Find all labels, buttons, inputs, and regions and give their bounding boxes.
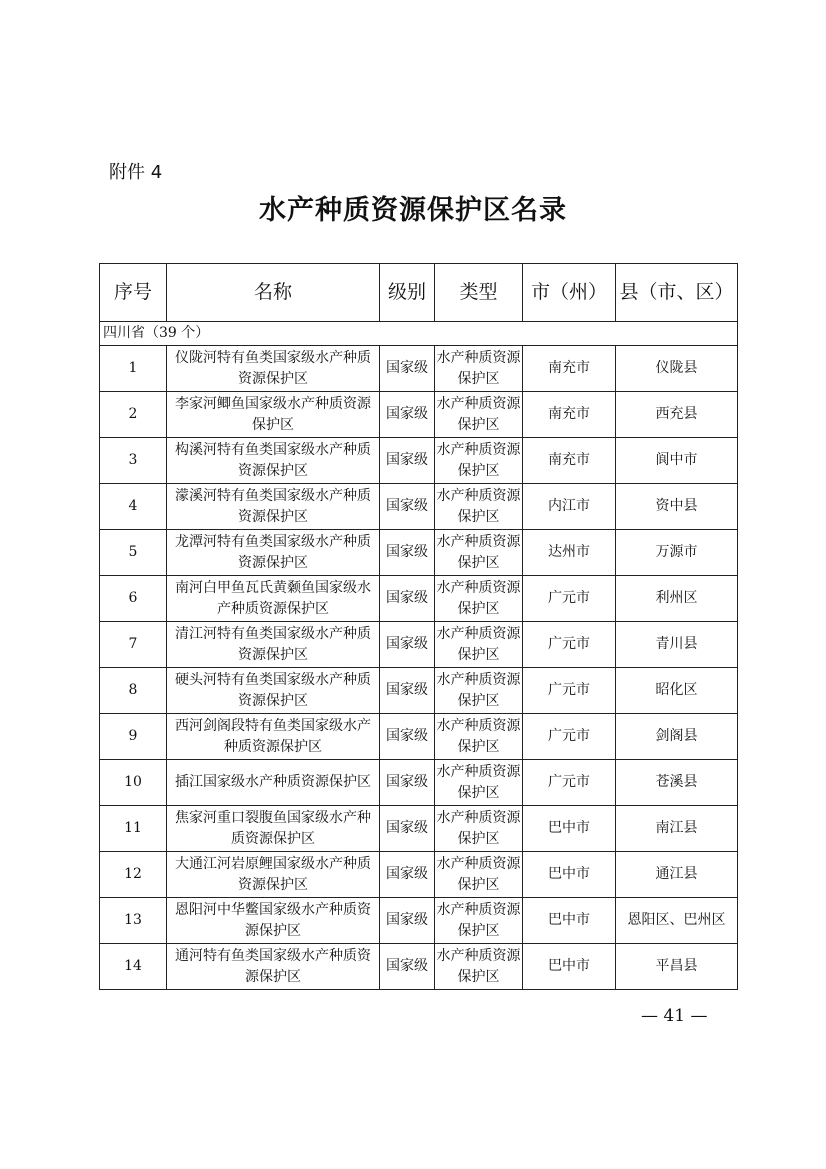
annex-label: 附件 4 [109,162,163,183]
header-county: 县（市、区） [616,264,738,322]
cell-type: 水产种质资源保护区 [435,714,523,760]
cell-type: 水产种质资源保护区 [435,530,523,576]
table-row [100,392,738,438]
cell-county: 青川县 [616,622,738,668]
cell-type: 水产种质资源保护区 [435,668,523,714]
cell-index: 4 [100,484,167,530]
cell-index: 14 [100,944,167,990]
cell-city: 广元市 [523,714,616,760]
cell-county: 恩阳区、巴州区 [616,898,738,944]
table-row [100,760,738,806]
page-number: — 41 — [641,1006,708,1026]
cell-index: 11 [100,806,167,852]
cell-name: 濛溪河特有鱼类国家级水产种质资源保护区 [167,484,380,530]
cell-index: 6 [100,576,167,622]
cell-level: 国家级 [380,714,435,760]
table-row [100,898,738,944]
cell-name: 大通江河岩原鲤国家级水产种质资源保护区 [167,852,380,898]
cell-city: 巴中市 [523,944,616,990]
cell-name: 恩阳河中华鳖国家级水产种质资源保护区 [167,898,380,944]
cell-city: 广元市 [523,668,616,714]
cell-county: 仪陇县 [616,346,738,392]
reserve-table [99,263,738,990]
header-index: 序号 [100,264,167,322]
cell-level: 国家级 [380,622,435,668]
cell-city: 内江市 [523,484,616,530]
cell-name: 清江河特有鱼类国家级水产种质资源保护区 [167,622,380,668]
cell-city: 广元市 [523,576,616,622]
cell-city: 南充市 [523,346,616,392]
cell-index: 2 [100,392,167,438]
cell-city: 南充市 [523,392,616,438]
header-city: 市（州） [523,264,616,322]
cell-index: 7 [100,622,167,668]
document-title: 水产种质资源保护区名录 [259,195,567,226]
cell-name: 通河特有鱼类国家级水产种质资源保护区 [167,944,380,990]
cell-name: 南河白甲鱼瓦氏黄颡鱼国家级水产种质资源保护区 [167,576,380,622]
cell-city: 巴中市 [523,898,616,944]
cell-level: 国家级 [380,852,435,898]
table-row [100,806,738,852]
cell-city: 巴中市 [523,806,616,852]
cell-type: 水产种质资源保护区 [435,852,523,898]
cell-county: 昭化区 [616,668,738,714]
cell-index: 13 [100,898,167,944]
cell-city: 南充市 [523,438,616,484]
cell-type: 水产种质资源保护区 [435,944,523,990]
table-header-row [100,264,738,322]
table-row [100,852,738,898]
cell-index: 10 [100,760,167,806]
cell-level: 国家级 [380,576,435,622]
cell-level: 国家级 [380,484,435,530]
cell-type: 水产种质资源保护区 [435,346,523,392]
cell-name: 西河剑阁段特有鱼类国家级水产种质资源保护区 [167,714,380,760]
cell-city: 巴中市 [523,852,616,898]
cell-name: 李家河鲫鱼国家级水产种质资源保护区 [167,392,380,438]
province-row [100,322,738,346]
cell-type: 水产种质资源保护区 [435,438,523,484]
cell-county: 阆中市 [616,438,738,484]
cell-level: 国家级 [380,530,435,576]
cell-type: 水产种质资源保护区 [435,392,523,438]
cell-county: 苍溪县 [616,760,738,806]
table-row [100,438,738,484]
cell-index: 1 [100,346,167,392]
cell-name: 龙潭河特有鱼类国家级水产种质资源保护区 [167,530,380,576]
header-level: 级别 [380,264,435,322]
table-row [100,668,738,714]
cell-index: 8 [100,668,167,714]
cell-type: 水产种质资源保护区 [435,806,523,852]
cell-county: 南江县 [616,806,738,852]
table-row [100,346,738,392]
table-body [100,322,738,990]
cell-name: 构溪河特有鱼类国家级水产种质资源保护区 [167,438,380,484]
cell-county: 通江县 [616,852,738,898]
cell-level: 国家级 [380,806,435,852]
cell-name: 插江国家级水产种质资源保护区 [167,760,380,806]
cell-level: 国家级 [380,668,435,714]
table-row [100,944,738,990]
table-row [100,576,738,622]
cell-level: 国家级 [380,898,435,944]
cell-county: 利州区 [616,576,738,622]
cell-index: 3 [100,438,167,484]
cell-city: 广元市 [523,622,616,668]
cell-county: 资中县 [616,484,738,530]
cell-name: 焦家河重口裂腹鱼国家级水产种质资源保护区 [167,806,380,852]
cell-county: 平昌县 [616,944,738,990]
cell-name: 硬头河特有鱼类国家级水产种质资源保护区 [167,668,380,714]
header-type: 类型 [435,264,523,322]
cell-city: 广元市 [523,760,616,806]
cell-county: 西充县 [616,392,738,438]
cell-type: 水产种质资源保护区 [435,622,523,668]
table-row [100,484,738,530]
cell-type: 水产种质资源保护区 [435,760,523,806]
cell-level: 国家级 [380,346,435,392]
cell-county: 剑阁县 [616,714,738,760]
cell-level: 国家级 [380,392,435,438]
cell-city: 达州市 [523,530,616,576]
cell-type: 水产种质资源保护区 [435,898,523,944]
table-row [100,714,738,760]
header-name: 名称 [167,264,380,322]
cell-index: 9 [100,714,167,760]
cell-index: 5 [100,530,167,576]
cell-level: 国家级 [380,438,435,484]
cell-county: 万源市 [616,530,738,576]
table-row [100,622,738,668]
cell-type: 水产种质资源保护区 [435,484,523,530]
cell-level: 国家级 [380,760,435,806]
cell-type: 水产种质资源保护区 [435,576,523,622]
province-label: 四川省（39 个） [100,322,738,346]
cell-index: 12 [100,852,167,898]
cell-level: 国家级 [380,944,435,990]
cell-name: 仪陇河特有鱼类国家级水产种质资源保护区 [167,346,380,392]
table-row [100,530,738,576]
